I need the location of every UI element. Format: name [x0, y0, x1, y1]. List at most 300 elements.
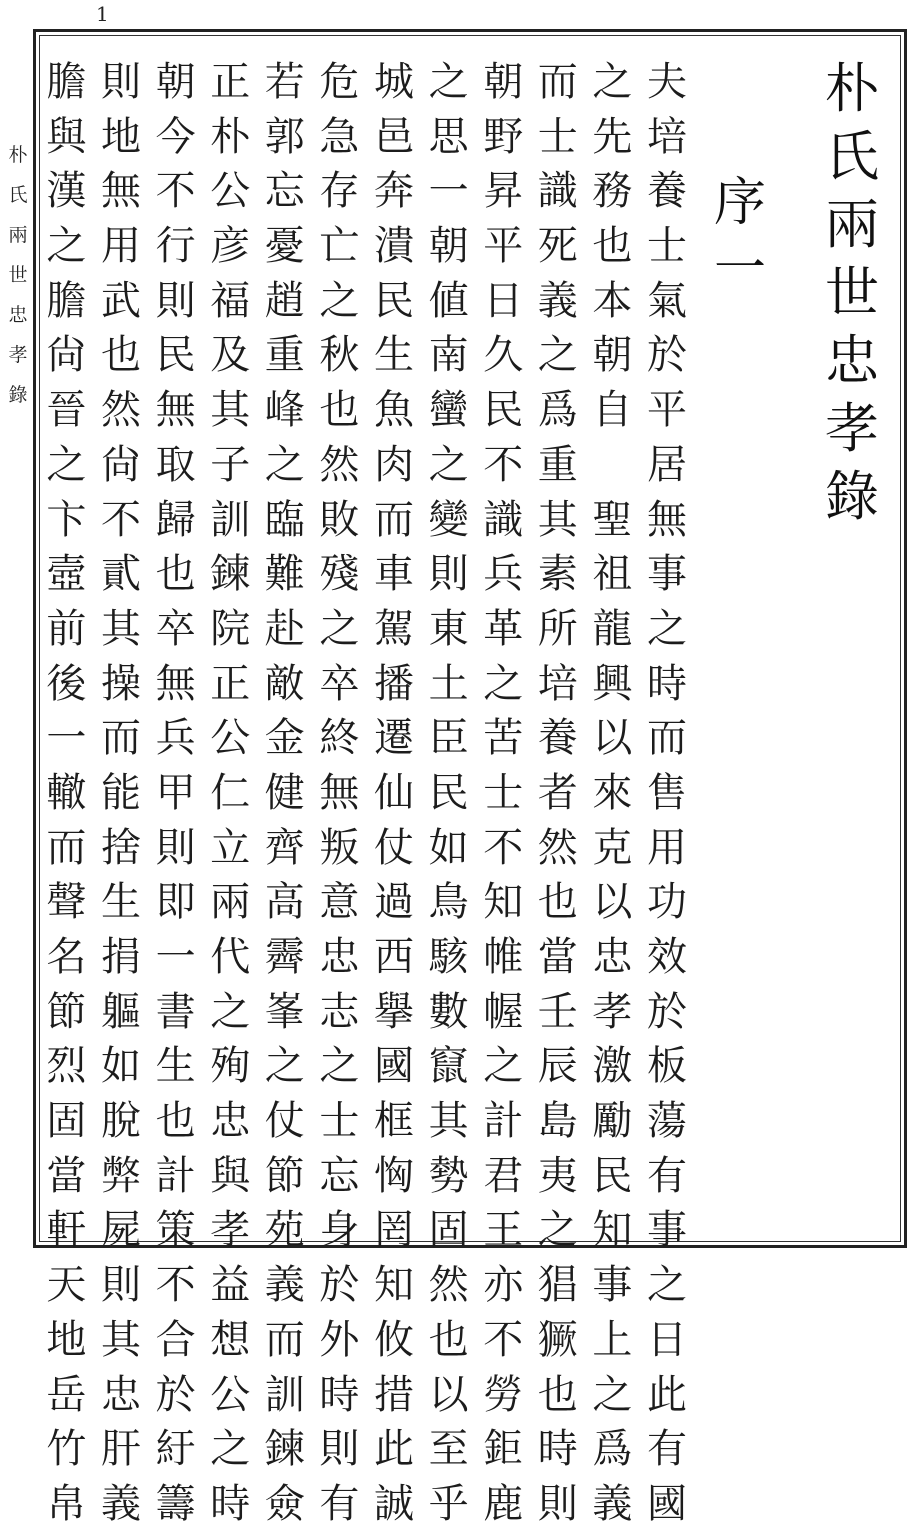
- text-column-char: 朴: [210, 113, 251, 160]
- text-column-char: 膽: [46, 59, 87, 105]
- text-column-char: 死: [537, 223, 578, 270]
- text-column-char: 本: [592, 277, 633, 324]
- text-column-char: 事: [647, 551, 687, 598]
- text-column-char: 不: [155, 1262, 196, 1309]
- text-column-char: 公: [210, 168, 251, 215]
- text-column-char: 節: [264, 1152, 305, 1199]
- text-column-char: [585, 438, 639, 493]
- text-column-char: 福: [210, 277, 251, 324]
- text-column-char: 義: [101, 1480, 141, 1527]
- text-column-char: 難: [264, 551, 305, 598]
- text-column-char: 無: [319, 769, 360, 816]
- text-column-char: 則: [155, 277, 196, 324]
- text-column-char: 重: [264, 332, 305, 379]
- text-column-char: 秋: [319, 332, 360, 379]
- text-column-char: 郭: [264, 113, 305, 160]
- text-column-char: 勢: [428, 1152, 469, 1199]
- text-column-char: 兵: [155, 715, 196, 762]
- text-column-char: 以: [592, 715, 633, 762]
- book-title-char: 忠: [825, 329, 879, 392]
- text-column-char: 革: [483, 605, 524, 652]
- text-column-char: 天: [46, 1262, 87, 1309]
- text-column-char: 幄: [483, 988, 524, 1035]
- text-column-char: 前: [46, 605, 87, 652]
- text-column-char: 野: [483, 113, 524, 160]
- text-column-char: 貳: [101, 551, 141, 598]
- book-title-char: 氏: [825, 125, 879, 188]
- text-column-char: 肉: [374, 441, 414, 488]
- text-column-char: 忠: [101, 1371, 141, 1418]
- text-column-char: 蠻: [428, 387, 469, 434]
- text-column-char: 當: [46, 1152, 87, 1199]
- text-column-char: 壬: [537, 988, 578, 1035]
- text-column-char: 亦: [483, 1262, 524, 1309]
- text-column-char: 之: [264, 1043, 305, 1090]
- text-column-char: 捐: [101, 934, 141, 980]
- text-column-char: 益: [210, 1262, 251, 1309]
- text-column-char: 朝: [155, 59, 196, 105]
- text-column-char: 變: [428, 496, 469, 543]
- text-column-char: 識: [483, 496, 524, 543]
- text-column-char: 然: [537, 824, 578, 871]
- margin-title-char: 朴: [8, 144, 28, 166]
- text-column-char: 子: [210, 441, 251, 488]
- text-column-char: 僉: [264, 1480, 305, 1527]
- text-column-char: 孝: [210, 1207, 251, 1254]
- text-column-char: 夫: [647, 59, 687, 105]
- text-column-char: 鳥: [428, 879, 469, 926]
- text-column-char: 生: [101, 879, 141, 926]
- text-column-char: 叛: [319, 824, 360, 871]
- text-column-char: 高: [264, 879, 305, 926]
- text-column-char: 其: [428, 1098, 469, 1145]
- text-column-char: 而: [647, 715, 687, 762]
- text-column-char: 氣: [647, 277, 687, 324]
- text-column-char: 祖: [592, 551, 633, 598]
- text-column-char: 之: [319, 1043, 360, 1090]
- text-column-char: 之: [537, 1207, 578, 1254]
- section-title-char: 一: [713, 239, 766, 299]
- text-column-char: 武: [101, 277, 141, 324]
- text-column-char: 臨: [264, 496, 305, 543]
- text-column-char: 節: [46, 988, 87, 1035]
- text-column-char: 過: [374, 879, 414, 926]
- text-column-char: 培: [537, 660, 578, 707]
- text-column-char: 奔: [374, 168, 414, 215]
- text-column-char: 土: [428, 660, 469, 707]
- text-column-char: 駕: [374, 605, 414, 652]
- text-column-char: 身: [319, 1207, 360, 1254]
- text-column-char: 即: [155, 879, 196, 926]
- text-column-char: 公: [210, 1371, 251, 1418]
- text-column-char: 無: [647, 496, 687, 543]
- text-column-char: 脫: [101, 1098, 141, 1145]
- text-column-char: 生: [155, 1043, 196, 1090]
- text-column-char: 用: [647, 824, 687, 871]
- text-column-char: 不: [155, 168, 196, 215]
- text-column-char: 正: [210, 59, 251, 105]
- text-column-char: 危: [319, 59, 360, 105]
- text-column-char: 忠: [319, 934, 360, 980]
- text-column-char: 固: [46, 1098, 87, 1145]
- text-column-char: 操: [101, 660, 141, 707]
- text-column-char: 攸: [374, 1316, 414, 1363]
- text-column-char: 鹿: [483, 1480, 524, 1527]
- text-column-char: 霽: [264, 934, 305, 980]
- text-column-char: 播: [374, 660, 414, 707]
- text-column-char: 則: [101, 1262, 141, 1309]
- text-column-char: 士: [647, 223, 687, 270]
- text-column-char: 膽: [46, 277, 87, 324]
- text-column-char: 也: [319, 387, 360, 434]
- text-column-char: 赴: [264, 605, 305, 652]
- text-column-char: 尙: [46, 332, 87, 379]
- text-column-char: 軀: [101, 988, 141, 1035]
- text-column-char: 王: [483, 1207, 524, 1254]
- text-column-char: 籌: [155, 1480, 196, 1527]
- text-column-char: 之: [46, 223, 87, 270]
- text-column-char: 功: [647, 879, 687, 926]
- text-column-char: 事: [592, 1262, 633, 1309]
- text-column-char: 素: [537, 551, 578, 598]
- text-column-4: [476, 55, 530, 1532]
- text-column-char: 獗: [537, 1316, 578, 1363]
- text-column-char: 之: [592, 1371, 633, 1418]
- text-column-char: 也: [537, 1371, 578, 1418]
- text-column-char: 以: [592, 879, 633, 926]
- text-column-char: 邑: [374, 113, 414, 160]
- text-column-char: 有: [647, 1152, 687, 1199]
- text-column-char: 合: [155, 1316, 196, 1363]
- text-column-char: 正: [210, 660, 251, 707]
- text-column-char: 聖: [592, 496, 633, 543]
- text-column-char: 鍊: [264, 1426, 305, 1473]
- text-column-char: 聲: [46, 879, 87, 926]
- text-column-char: 民: [592, 1152, 633, 1199]
- text-column-char: 捨: [101, 824, 141, 871]
- text-column-char: 院: [210, 605, 251, 652]
- text-column-char: 君: [483, 1152, 524, 1199]
- text-column-char: 則: [319, 1426, 360, 1473]
- text-column-char: 忘: [264, 168, 305, 215]
- margin-title-char: 氏: [8, 184, 28, 206]
- text-column-char: 其: [101, 1316, 141, 1363]
- text-column-char: 志: [319, 988, 360, 1035]
- text-column-char: 之: [319, 277, 360, 324]
- text-column-char: 朝: [428, 223, 469, 270]
- text-column-char: 也: [155, 551, 196, 598]
- text-column-char: 潰: [374, 223, 414, 270]
- text-column-char: 朝: [592, 332, 633, 379]
- text-column-char: 而: [101, 715, 141, 762]
- text-column-char: 爲: [537, 387, 578, 434]
- text-column-char: 時: [647, 660, 687, 707]
- text-column-char: 生: [374, 332, 414, 379]
- text-column-char: 而: [537, 59, 578, 105]
- text-column-char: 鍊: [210, 551, 251, 598]
- text-column-char: 殉: [210, 1043, 251, 1090]
- text-column-char: 名: [46, 934, 87, 980]
- text-column-char: 平: [483, 223, 524, 270]
- text-column-char: 養: [647, 168, 687, 215]
- text-column-char: 無: [101, 168, 141, 215]
- text-column-char: 國: [374, 1043, 414, 1090]
- text-column-char: 忘: [319, 1152, 360, 1199]
- text-column-char: 漢: [46, 168, 87, 215]
- text-column-char: 不: [101, 496, 141, 543]
- text-column-char: 日: [483, 277, 524, 324]
- text-column-char: 之: [537, 332, 578, 379]
- text-column-char: 其: [101, 605, 141, 652]
- text-column-char: 之: [483, 1043, 524, 1090]
- text-column-char: 卒: [155, 605, 196, 652]
- text-column-char: 至: [428, 1426, 469, 1473]
- text-column-char: 上: [592, 1316, 633, 1363]
- text-column-char: 龍: [592, 605, 633, 652]
- text-column-char: 重: [537, 441, 578, 488]
- text-column-char: 卞: [46, 496, 87, 543]
- text-column-char: 卒: [319, 660, 360, 707]
- text-column-char: 趙: [264, 277, 305, 324]
- text-column-char: 以: [428, 1371, 469, 1418]
- margin-title-char: 兩: [8, 224, 28, 246]
- text-column-char: 而: [264, 1316, 305, 1363]
- text-column-char: 爲: [592, 1426, 633, 1473]
- text-column-10: [149, 55, 203, 1532]
- text-column-char: 轍: [46, 769, 87, 816]
- text-column-char: 岳: [46, 1371, 87, 1418]
- text-column-char: 兩: [210, 879, 251, 926]
- text-column-11: [94, 55, 148, 1532]
- text-column-char: 民: [428, 769, 469, 816]
- text-column-char: 罔: [374, 1207, 414, 1254]
- book-title-char: 世: [825, 261, 879, 324]
- text-column-char: 魚: [374, 387, 414, 434]
- text-column-char: 行: [155, 223, 196, 270]
- text-column-char: 城: [374, 59, 414, 105]
- text-column-char: 恟: [374, 1152, 414, 1199]
- text-column-char: 肝: [101, 1426, 141, 1473]
- text-column-char: 苦: [483, 715, 524, 762]
- text-column-char: 帛: [46, 1480, 87, 1527]
- text-column-char: 與: [210, 1152, 251, 1199]
- text-column-char: 則: [537, 1480, 578, 1527]
- text-column-char: 遷: [374, 715, 414, 762]
- margin-book-title: [0, 135, 36, 415]
- text-column-char: 殘: [319, 551, 360, 598]
- text-column-char: 居: [647, 441, 687, 488]
- text-column-char: 民: [374, 277, 414, 324]
- book-title-char: 朴: [825, 57, 879, 120]
- text-column-char: 士: [483, 769, 524, 816]
- text-column-char: 仗: [264, 1098, 305, 1145]
- text-column-char: 仙: [374, 769, 414, 816]
- text-column-char: 一: [155, 934, 196, 980]
- text-column-char: 養: [537, 715, 578, 762]
- text-column-char: 南: [428, 332, 469, 379]
- text-column-char: 勞: [483, 1371, 524, 1418]
- text-column-char: 務: [592, 168, 633, 215]
- text-column-char: 之: [483, 660, 524, 707]
- text-column-char: 峯: [264, 988, 305, 1035]
- text-column-char: 立: [210, 824, 251, 871]
- text-column-char: 自: [592, 387, 633, 434]
- text-column-char: 策: [155, 1207, 196, 1254]
- margin-title-char: 錄: [8, 384, 28, 406]
- text-column-char: 其: [210, 387, 251, 434]
- text-column-char: 日: [647, 1316, 687, 1363]
- text-column-char: 臣: [428, 715, 469, 762]
- text-column-7: [312, 55, 366, 1532]
- text-column-char: 朝: [483, 59, 524, 105]
- margin-title-char: 忠: [8, 304, 28, 326]
- text-column-char: 今: [155, 113, 196, 160]
- text-column-char: 夷: [537, 1152, 578, 1199]
- text-column-char: 軒: [46, 1207, 87, 1254]
- text-column-char: 帷: [483, 934, 524, 980]
- text-column-char: 之: [264, 441, 305, 488]
- text-column-char: 時: [319, 1371, 360, 1418]
- text-column-char: 一: [46, 715, 87, 762]
- text-column-char: 公: [210, 715, 251, 762]
- text-column-char: 之: [319, 605, 360, 652]
- text-column-char: 駭: [428, 934, 469, 980]
- text-column-char: 東: [428, 605, 469, 652]
- text-column-char: 然: [428, 1262, 469, 1309]
- text-column-char: 知: [374, 1262, 414, 1309]
- text-column-char: 興: [592, 660, 633, 707]
- text-column-char: 辰: [537, 1043, 578, 1090]
- text-column-char: 地: [101, 113, 141, 160]
- text-column-char: 培: [647, 113, 687, 160]
- text-column-char: 激: [592, 1043, 633, 1090]
- text-column-5: [422, 55, 476, 1532]
- text-column-char: 乎: [428, 1480, 469, 1527]
- text-column-char: 健: [264, 769, 305, 816]
- text-column-char: 框: [374, 1098, 414, 1145]
- book-title-char: 錄: [825, 465, 879, 528]
- text-column-char: 先: [592, 113, 633, 160]
- text-column-char: 於: [155, 1371, 196, 1418]
- text-column-char: 士: [537, 113, 578, 160]
- text-column-char: 也: [155, 1098, 196, 1145]
- text-column-char: 時: [537, 1426, 578, 1473]
- text-column-char: 尙: [101, 441, 141, 488]
- text-column-char: 敵: [264, 660, 305, 707]
- text-column-char: 國: [647, 1480, 687, 1527]
- text-column-char: 西: [374, 934, 414, 980]
- text-column-char: 所: [537, 605, 578, 652]
- text-column-char: 也: [101, 332, 141, 379]
- text-column-char: 也: [537, 879, 578, 926]
- text-column-char: 措: [374, 1371, 414, 1418]
- text-column-char: 竄: [428, 1043, 469, 1090]
- text-column-char: 齊: [264, 824, 305, 871]
- text-column-char: 訓: [264, 1371, 305, 1418]
- text-column-char: 忠: [210, 1098, 251, 1145]
- text-column-char: 義: [264, 1262, 305, 1309]
- text-column-char: 書: [155, 988, 196, 1035]
- text-column-6: [367, 55, 421, 1532]
- text-column-char: 歸: [155, 496, 196, 543]
- text-column-char: 售: [647, 769, 687, 816]
- text-column-char: 平: [647, 387, 687, 434]
- text-column-char: 忠: [592, 934, 633, 980]
- text-column-char: 不: [483, 824, 524, 871]
- text-column-char: 之: [592, 59, 633, 105]
- text-column-char: 仁: [210, 769, 251, 816]
- text-column-char: 固: [428, 1207, 469, 1254]
- text-column-char: 當: [537, 934, 578, 980]
- text-column-char: 晉: [46, 387, 87, 434]
- margin-title-char: 世: [8, 264, 28, 286]
- text-column-char: 値: [428, 277, 469, 324]
- text-column-char: 之: [428, 441, 469, 488]
- text-column-char: 此: [647, 1371, 687, 1418]
- text-column-char: 時: [210, 1480, 251, 1527]
- text-column-char: 地: [46, 1316, 87, 1363]
- text-column-char: 則: [428, 551, 469, 598]
- text-column-char: 憂: [264, 223, 305, 270]
- text-column-char: 終: [319, 715, 360, 762]
- text-column-char: 苑: [264, 1207, 305, 1254]
- text-column-char: 士: [319, 1098, 360, 1145]
- text-column-char: 然: [101, 387, 141, 434]
- text-column-char: 事: [647, 1207, 687, 1254]
- text-column-1: [640, 55, 694, 1532]
- text-column-char: 亡: [319, 223, 360, 270]
- section-title: [705, 170, 775, 302]
- text-column-char: 猖: [537, 1262, 578, 1309]
- text-column-char: 後: [46, 660, 87, 707]
- text-column-char: 克: [592, 824, 633, 871]
- text-column-char: 計: [155, 1152, 196, 1199]
- page-number: 1: [96, 2, 109, 26]
- text-column-char: 急: [319, 113, 360, 160]
- text-column-char: 然: [319, 441, 360, 488]
- text-column-char: 識: [537, 168, 578, 215]
- text-column-char: 其: [537, 496, 578, 543]
- text-column-char: 訓: [210, 496, 251, 543]
- text-column-char: 存: [319, 168, 360, 215]
- text-column-char: 仗: [374, 824, 414, 871]
- text-column-char: 代: [210, 934, 251, 980]
- text-column-char: 思: [428, 113, 469, 160]
- text-column-char: 車: [374, 551, 414, 598]
- text-column-char: 義: [592, 1480, 633, 1527]
- text-column-char: 知: [483, 879, 524, 926]
- text-column-char: 取: [155, 441, 196, 488]
- text-column-char: 來: [592, 769, 633, 816]
- text-column-char: 不: [483, 1316, 524, 1363]
- text-column-char: 也: [428, 1316, 469, 1363]
- text-column-char: 用: [101, 223, 141, 270]
- text-column-char: 無: [155, 660, 196, 707]
- text-column-char: 於: [647, 332, 687, 379]
- text-column-char: 之: [210, 1426, 251, 1473]
- text-column-char: 兵: [483, 551, 524, 598]
- text-column-char: 竹: [46, 1426, 87, 1473]
- text-column-2: [585, 55, 639, 1532]
- text-column-9: [203, 55, 257, 1532]
- text-column-char: 壼: [46, 551, 87, 598]
- text-column-char: 而: [46, 824, 87, 871]
- text-column-char: 此: [374, 1426, 414, 1473]
- text-column-char: 效: [647, 934, 687, 980]
- text-column-char: 有: [319, 1480, 360, 1527]
- text-column-char: 想: [210, 1316, 251, 1363]
- text-column-3: [531, 55, 585, 1532]
